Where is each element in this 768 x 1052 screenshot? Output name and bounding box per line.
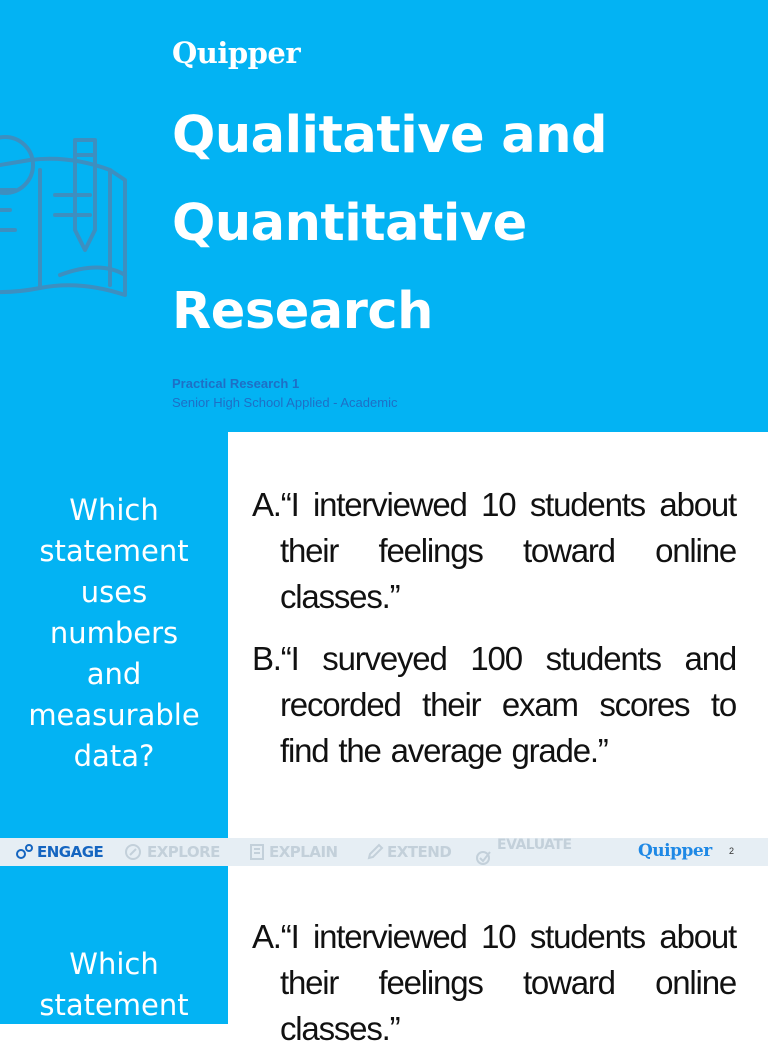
choice-a[interactable] — [252, 914, 736, 1052]
subject-label: Practical Research 1 — [172, 376, 300, 391]
page-number: 2 — [729, 846, 735, 856]
slide-title — [172, 92, 732, 356]
nav-evaluate-label: EVALUATE — [497, 837, 572, 853]
nav-explore[interactable] — [124, 838, 220, 866]
nav-explain[interactable] — [248, 838, 338, 866]
question-line: and — [86, 657, 142, 691]
question-text — [0, 490, 228, 777]
title-slide — [0, 0, 768, 432]
choice-a[interactable] — [252, 482, 736, 620]
choice-a-text: A.“I interviewed 10 students about their feelings toward online classes.” — [252, 918, 736, 1047]
question-line: measurable — [28, 698, 200, 732]
pencil-icon — [366, 843, 384, 861]
book-pencil-magnifier-icon — [0, 110, 135, 310]
question-line: uses — [80, 575, 148, 609]
compass-icon — [124, 843, 144, 861]
quipper-logo: Quipper — [172, 36, 301, 70]
question-line: statement — [39, 988, 189, 1022]
question-line: Which — [69, 947, 159, 981]
question-line: Which — [69, 493, 159, 527]
nav-extend-label: EXTEND — [387, 843, 452, 861]
question-panel — [0, 432, 228, 838]
nav-evaluate[interactable] — [474, 838, 577, 866]
choice-b[interactable] — [252, 636, 736, 774]
question-text — [0, 944, 228, 1026]
title-line: Research — [172, 282, 433, 341]
question-panel — [0, 866, 228, 1024]
gears-icon — [14, 843, 34, 861]
nav-explore-label: EXPLORE — [147, 843, 220, 861]
choice-a-text: A.“I interviewed 10 students about their feelings toward online classes.” — [252, 486, 736, 615]
quipper-logo-small: Quipper — [638, 841, 712, 861]
book-icon — [248, 843, 266, 861]
nav-engage[interactable] — [14, 838, 103, 866]
question-line: data? — [73, 739, 155, 773]
lesson-nav-bar — [0, 838, 768, 866]
question-line: statement — [39, 534, 189, 568]
answer-choices — [252, 914, 736, 1047]
nav-explain-label: EXPLAIN — [269, 843, 338, 861]
title-line: Qualitative and — [172, 106, 608, 165]
nav-extend[interactable] — [366, 838, 451, 866]
answer-choices — [252, 482, 736, 790]
check-icon — [474, 848, 494, 866]
nav-engage-label: ENGAGE — [37, 843, 104, 861]
question-line: numbers — [49, 616, 179, 650]
choice-b-text: B.“I surveyed 100 students and recorded their exam scores to find the average grade.” — [252, 640, 736, 769]
title-line: Quantitative — [172, 194, 527, 253]
level-label: Senior High School Applied - Academic — [172, 395, 398, 410]
